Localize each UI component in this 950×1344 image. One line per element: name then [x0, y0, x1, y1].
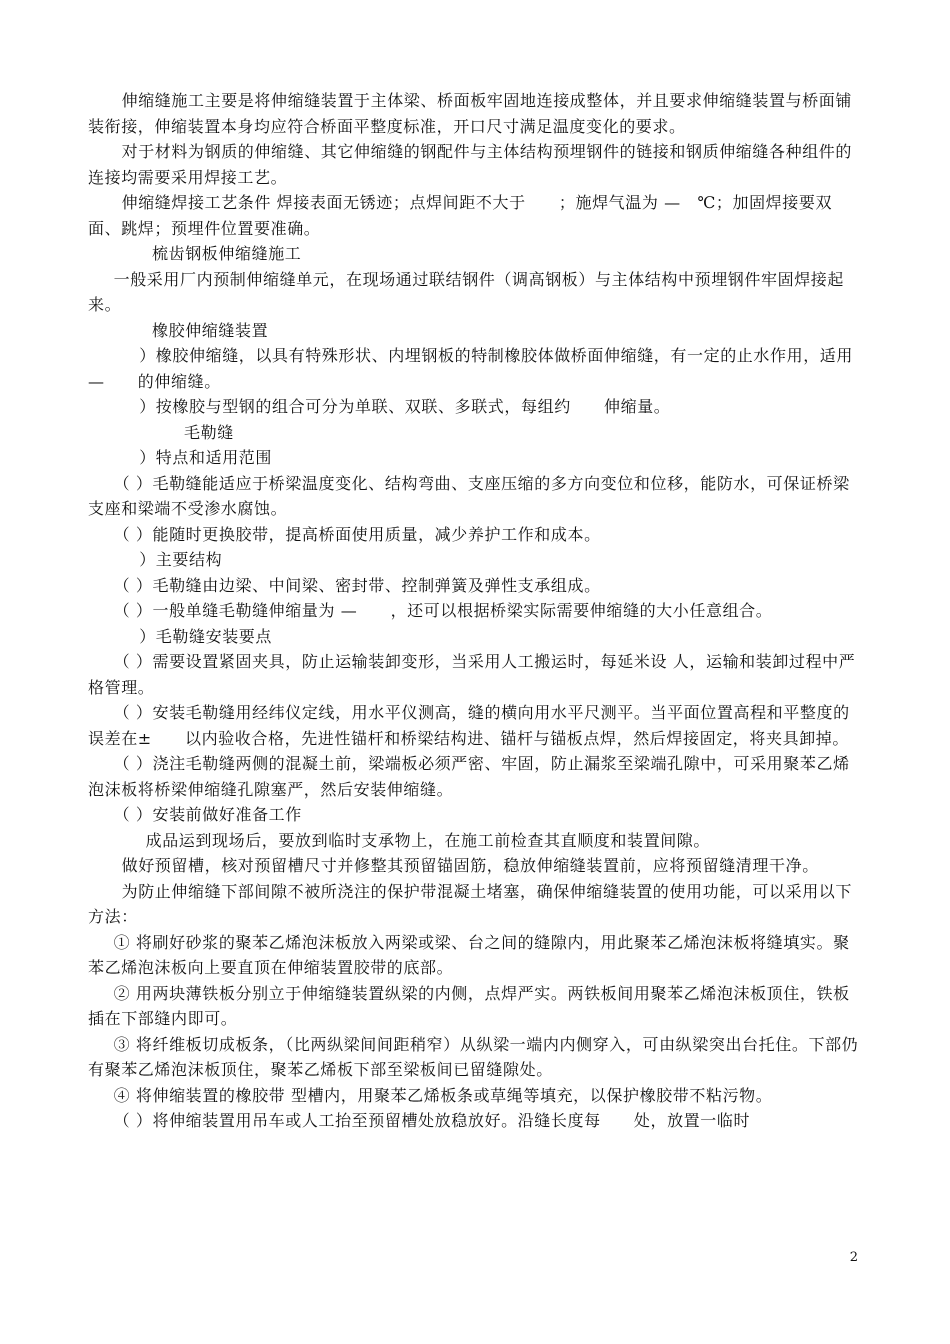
list-item: （ ）安装前做好准备工作: [113, 805, 302, 824]
paragraph: 伸缩缝焊接工艺条件 焊接表面无锈迹；点焊间距不大于 ；施焊气温为 — ℃；加固焊接要双面、跳焊；预埋件位置要准确。: [88, 193, 833, 238]
paragraph: 伸缩缝施工主要是将伸缩缝装置于主体梁、桥面板牢固地连接成整体，并且要求伸缩缝装置与桥面铺装衔接，伸缩装置本身均应符合桥面平整度标准，开口尺寸满足温度变化的要求。: [88, 91, 852, 136]
paragraph: ）橡胶伸缩缝，以具有特殊形状、内埋钢板的特制橡胶体做桥面伸缩缝，有一定的止水作用，适用 — 的伸缩缝。: [88, 346, 870, 391]
section-heading: 毛勒缝: [184, 422, 234, 442]
method-item: ① 将刷好砂浆的聚苯乙烯泡沫板放入两梁或梁、台之间的缝隙内，用此聚苯乙烯泡沫板将缝填实。聚苯乙烯泡沫板向上要直顶在伸缩装置胶带的底部。: [88, 932, 850, 977]
list-item: （ ）需要设置紧固夹具，防止运输装卸变形，当采用人工搬运时，每延米设 人，运输和装卸过程中严格管理。: [88, 652, 856, 697]
list-item: （ ）安装毛勒缝用经纬仪定线，用水平仪测高，缝的横向用水平尺测平。当平面位置高程和平整度的误差在± 以内验收合格，先进性锚杆和桥梁结构进、锚杆与锚板点焊，然后焊接固定，将夹具卸掉。: [88, 703, 850, 748]
method-item: ③ 将纤维板切成板条，（比两纵梁间间距稍窄）从纵梁一端内内侧穿入，可由纵梁突出台托住。下部仍有聚苯乙烯泡沫板顶住，聚苯乙烯板下部至梁板间已留缝隙处。: [88, 1034, 859, 1079]
method-item: ④ 将伸缩装置的橡胶带 型槽内，用聚苯乙烯板条或草绳等填充，以保护橡胶带不粘污物。: [113, 1085, 773, 1105]
section-heading: 梳齿钢板伸缩缝施工: [152, 244, 302, 263]
subheading: ）特点和适用范围: [139, 448, 272, 467]
method-item: ② 用两块薄铁板分别立于伸缩缝装置纵梁的内侧，点焊严实。两铁板间用聚苯乙烯泡沫板顶住，铁板插在下部缝内即可。: [88, 983, 850, 1028]
paragraph: 成品运到现场后，要放到临时支承物上，在施工前检查其直顺度和装置间隙。: [145, 830, 710, 850]
document-body: [88, 88, 870, 1134]
list-item: （ ）毛勒缝由边梁、中间梁、密封带、控制弹簧及弹性支承组成。: [113, 575, 601, 595]
subheading: ）毛勒缝安装要点: [139, 626, 272, 646]
list-item: （ ）能随时更换胶带，提高桥面使用质量，减少养护工作和成本。: [113, 524, 601, 544]
list-item: （ ）浇注毛勒缝两侧的混凝土前，梁端板必须严密、牢固，防止漏浆至梁端孔隙中，可采用聚苯乙烯泡沫板将桥梁伸缩缝孔隙塞严，然后安装伸缩缝。: [88, 754, 850, 799]
section-heading: 橡胶伸缩缝装置: [152, 320, 269, 340]
page-number: 2: [849, 1250, 858, 1265]
paragraph: 为防止伸缩缝下部间隙不被所浇注的保护带混凝土堵塞，确保伸缩缝装置的使用功能，可以采用以下方法：: [88, 881, 852, 926]
list-item: （ ）将伸缩装置用吊车或人工抬至预留槽处放稳放好。沿缝长度每 处，放置一临时: [113, 1111, 751, 1130]
subheading: ）主要结构: [139, 550, 223, 569]
list-item: （ ）毛勒缝能适应于桥梁温度变化、结构弯曲、支座压缩的多方向变位和位移，能防水，可保证桥梁支座和梁端不受渗水腐蚀。: [88, 473, 850, 518]
paragraph: ）按橡胶与型钢的组合可分为单联、双联、多联式，每组约 伸缩量。: [139, 397, 671, 416]
paragraph: 一般采用厂内预制伸缩缝单元，在现场通过联结钢件（调高钢板）与主体结构中预埋钢件牢固焊接起来。: [88, 269, 844, 314]
paragraph: 对于材料为钢质的伸缩缝、其它伸缩缝的钢配件与主体结构预埋钢件的链接和钢质伸缩缝各种组件的连接均需要采用焊接工艺。: [88, 142, 852, 187]
paragraph: 做好预留槽，核对预留槽尺寸并修整其预留锚固筋，稳放伸缩缝装置前，应将预留缝清理干净。: [121, 856, 819, 875]
list-item: （ ）一般单缝毛勒缝伸缩量为 — ，还可以根据桥梁实际需要伸缩缝的大小任意组合。: [113, 601, 773, 620]
